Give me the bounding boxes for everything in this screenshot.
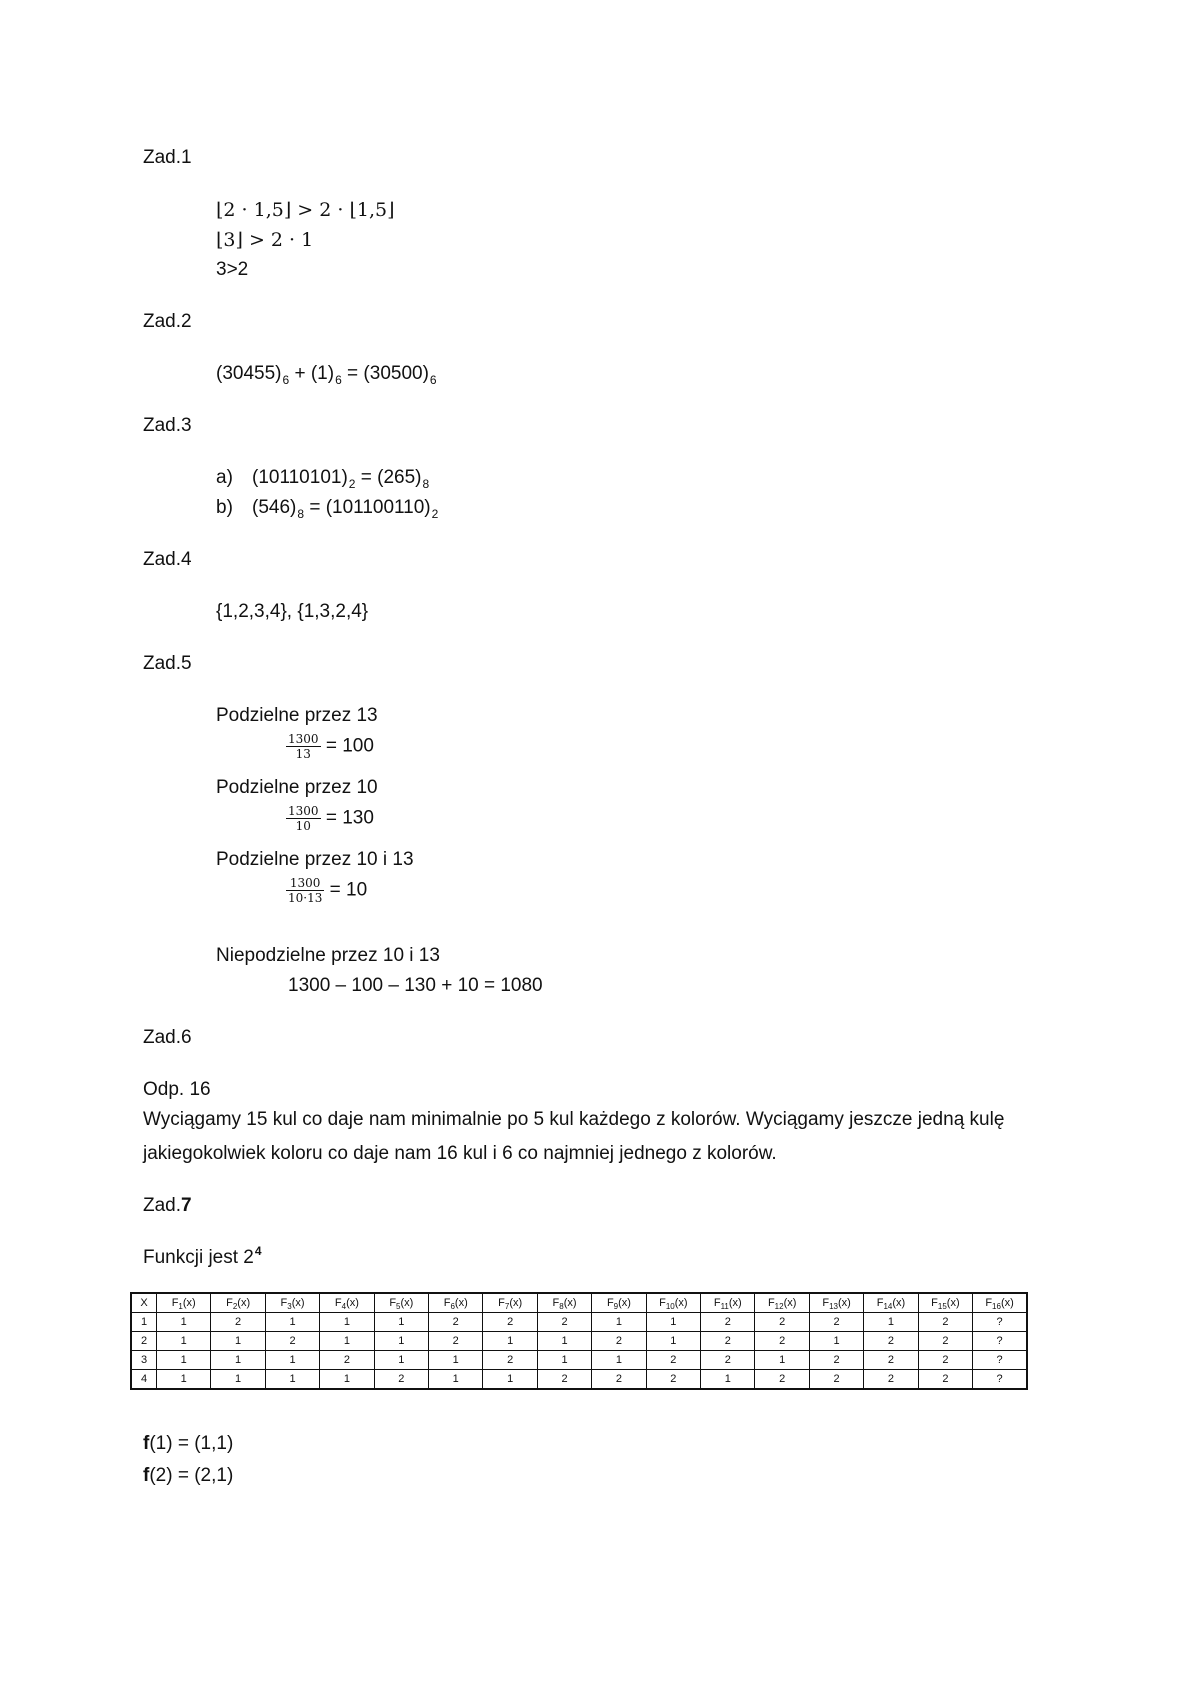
table-cell: 2 bbox=[918, 1351, 972, 1370]
table-cell: 2 bbox=[211, 1313, 265, 1332]
table-cell: 2 bbox=[918, 1313, 972, 1332]
table-cell: 1 bbox=[157, 1351, 211, 1370]
table-cell: 1 bbox=[592, 1351, 646, 1370]
functions-table bbox=[130, 1292, 1028, 1390]
table-header-f13: $F_{13}(x)$ bbox=[809, 1293, 863, 1313]
table-cell: 1 bbox=[320, 1332, 374, 1351]
table-row bbox=[131, 1313, 1027, 1332]
f2-mapping: f(2) = (2,1) bbox=[143, 1465, 234, 1486]
table-cell: 2 bbox=[537, 1370, 591, 1390]
table-cell: 1 bbox=[809, 1332, 863, 1351]
table-header-f15: $F_{15}(x)$ bbox=[918, 1293, 972, 1313]
table-header-row bbox=[131, 1293, 1027, 1313]
table-cell: 2 bbox=[809, 1313, 863, 1332]
zad1-heading: Zad.1 bbox=[143, 147, 192, 168]
table-header-f6: $F_6(x)$ bbox=[429, 1293, 483, 1313]
zad1-line2: ⌊3⌋ > 2 · 1 bbox=[216, 229, 314, 251]
zad5-label-10-13: Podzielne przez 10 i 13 bbox=[216, 849, 414, 870]
table-row bbox=[131, 1351, 1027, 1370]
table-cell: 1 bbox=[646, 1332, 700, 1351]
table-cell: 1 bbox=[211, 1332, 265, 1351]
zad5-label-13: Podzielne przez 13 bbox=[216, 705, 378, 726]
table-header-f9: $F_9(x)$ bbox=[592, 1293, 646, 1313]
table-cell: 2 bbox=[701, 1332, 755, 1351]
table-cell: 2 bbox=[429, 1313, 483, 1332]
table-cell: 1 bbox=[429, 1351, 483, 1370]
table-cell: 2 bbox=[265, 1332, 319, 1351]
table-cell: ? bbox=[973, 1370, 1027, 1390]
zad7-funkcji: Funkcji jest $2^4$ bbox=[143, 1244, 262, 1268]
table-cell-x: 2 bbox=[131, 1332, 157, 1351]
zad1-line3: 3>2 bbox=[216, 259, 249, 280]
table-cell: 1 bbox=[483, 1370, 537, 1390]
table-header-f1: $F_1(x)$ bbox=[157, 1293, 211, 1313]
table-cell: 1 bbox=[374, 1313, 428, 1332]
table-cell: 2 bbox=[918, 1332, 972, 1351]
table-cell: 2 bbox=[483, 1313, 537, 1332]
table-header-f14: $F_{14}(x)$ bbox=[864, 1293, 918, 1313]
table-header-f5: $F_5(x)$ bbox=[374, 1293, 428, 1313]
zad2-equation: $(30455)_6 + (1)_6 = (30500)_6$ bbox=[216, 363, 437, 387]
table-header-f4: $F_4(x)$ bbox=[320, 1293, 374, 1313]
zad3-item-b: b) $(546)_8 = (101100110)_2$ bbox=[216, 497, 439, 521]
table-cell: 1 bbox=[537, 1351, 591, 1370]
zad6-answer: Odp. 16 bbox=[143, 1079, 211, 1100]
table-cell: 1 bbox=[483, 1332, 537, 1351]
table-cell: 2 bbox=[701, 1313, 755, 1332]
table-cell: 2 bbox=[592, 1332, 646, 1351]
table-cell: 1 bbox=[864, 1313, 918, 1332]
table-cell: 1 bbox=[265, 1370, 319, 1390]
table-cell: 1 bbox=[429, 1370, 483, 1390]
table-cell: 2 bbox=[646, 1370, 700, 1390]
table-cell-x: 3 bbox=[131, 1351, 157, 1370]
fraction: $\frac{1300}{10}$ bbox=[288, 804, 319, 833]
table-cell: ? bbox=[973, 1351, 1027, 1370]
table-cell: 1 bbox=[592, 1313, 646, 1332]
table-cell: 2 bbox=[755, 1332, 809, 1351]
table-cell: 2 bbox=[864, 1332, 918, 1351]
zad6-line2: jakiegokolwiek koloru co daje nam 16 kul i 6 co najmniej jednego z kolorów. bbox=[143, 1143, 777, 1164]
table-cell: 1 bbox=[537, 1332, 591, 1351]
zad4-sets: {1,2,3,4}, {1,3,2,4} bbox=[216, 601, 369, 622]
table-header-f8: $F_8(x)$ bbox=[537, 1293, 591, 1313]
table-header-f2: $F_2(x)$ bbox=[211, 1293, 265, 1313]
zad5-label-niepodzielne: Niepodzielne przez 10 i 13 bbox=[216, 945, 440, 966]
table-cell: 1 bbox=[157, 1370, 211, 1390]
table-cell: 1 bbox=[211, 1351, 265, 1370]
zad5-heading: Zad.5 bbox=[143, 653, 192, 674]
table-cell: 2 bbox=[864, 1351, 918, 1370]
zad5-label-10: Podzielne przez 10 bbox=[216, 777, 378, 798]
zad5-calculation: 1300 – 100 – 130 + 10 = 1080 bbox=[288, 975, 543, 996]
table-header-f12: $F_{12}(x)$ bbox=[755, 1293, 809, 1313]
table-cell: 2 bbox=[809, 1351, 863, 1370]
list-marker: a) bbox=[216, 467, 233, 488]
zad3-item-a: a) $(10110101)_2 = (265)_8$ bbox=[216, 467, 430, 491]
table-cell: 2 bbox=[374, 1370, 428, 1390]
table-header-x: X bbox=[131, 1293, 157, 1313]
zad4-heading: Zad.4 bbox=[143, 549, 192, 570]
table-cell: 1 bbox=[701, 1370, 755, 1390]
table-cell: 1 bbox=[157, 1332, 211, 1351]
zad1-line1: ⌊2 · 1,5⌋ > 2 · ⌊1,5⌋ bbox=[216, 199, 395, 221]
table-cell: 2 bbox=[592, 1370, 646, 1390]
table-cell: 1 bbox=[157, 1313, 211, 1332]
table-cell-x: 1 bbox=[131, 1313, 157, 1332]
table-cell: 2 bbox=[918, 1370, 972, 1390]
table-cell: 2 bbox=[537, 1313, 591, 1332]
fraction: $\frac{1300}{13}$ bbox=[288, 732, 319, 761]
table-header-f3: $F_3(x)$ bbox=[265, 1293, 319, 1313]
table-cell: 2 bbox=[646, 1351, 700, 1370]
zad6-line1: Wyciągamy 15 kul co daje nam minimalnie po 5 kul każdego z kolorów. Wyciągamy jeszcze jedną kulę bbox=[143, 1109, 1005, 1130]
table-header-f10: $F_{10}(x)$ bbox=[646, 1293, 700, 1313]
table-header-f16: $F_{16}(x)$ bbox=[973, 1293, 1027, 1313]
table-cell: 1 bbox=[265, 1351, 319, 1370]
table-cell: 2 bbox=[320, 1351, 374, 1370]
table-header-f11: $F_{11}(x)$ bbox=[701, 1293, 755, 1313]
table-cell: 2 bbox=[755, 1370, 809, 1390]
table-cell: 1 bbox=[755, 1351, 809, 1370]
table-cell: 1 bbox=[374, 1332, 428, 1351]
fraction: $\frac{1300}{10\cdot 13}$ bbox=[288, 876, 323, 905]
table-cell: 2 bbox=[755, 1313, 809, 1332]
table-header-f7: $F_7(x)$ bbox=[483, 1293, 537, 1313]
zad6-heading: Zad.6 bbox=[143, 1027, 192, 1048]
table-cell: 1 bbox=[320, 1313, 374, 1332]
table-cell-x: 4 bbox=[131, 1370, 157, 1390]
table-row bbox=[131, 1332, 1027, 1351]
zad2-heading: Zad.2 bbox=[143, 311, 192, 332]
table-cell: 1 bbox=[646, 1313, 700, 1332]
table-cell: 1 bbox=[211, 1370, 265, 1390]
zad5-fraction-10-13: $\frac{1300}{10\cdot 13}$ = 10 bbox=[288, 876, 368, 905]
table-cell: 2 bbox=[864, 1370, 918, 1390]
table-cell: 1 bbox=[320, 1370, 374, 1390]
table-cell: 2 bbox=[483, 1351, 537, 1370]
table-row bbox=[131, 1370, 1027, 1390]
table-cell: 1 bbox=[265, 1313, 319, 1332]
table-cell: 2 bbox=[701, 1351, 755, 1370]
f1-mapping: f(1) = (1,1) bbox=[143, 1433, 234, 1454]
table-cell: ? bbox=[973, 1313, 1027, 1332]
zad5-fraction-13: $\frac{1300}{13}$ = 100 bbox=[288, 732, 374, 761]
zad3-heading: Zad.3 bbox=[143, 415, 192, 436]
list-marker: b) bbox=[216, 497, 233, 518]
table-cell: 1 bbox=[374, 1351, 428, 1370]
table-cell: ? bbox=[973, 1332, 1027, 1351]
zad5-fraction-10: $\frac{1300}{10}$ = 130 bbox=[288, 804, 374, 833]
zad7-heading: Zad.7 bbox=[143, 1195, 192, 1216]
table-cell: 2 bbox=[809, 1370, 863, 1390]
table-cell: 2 bbox=[429, 1332, 483, 1351]
